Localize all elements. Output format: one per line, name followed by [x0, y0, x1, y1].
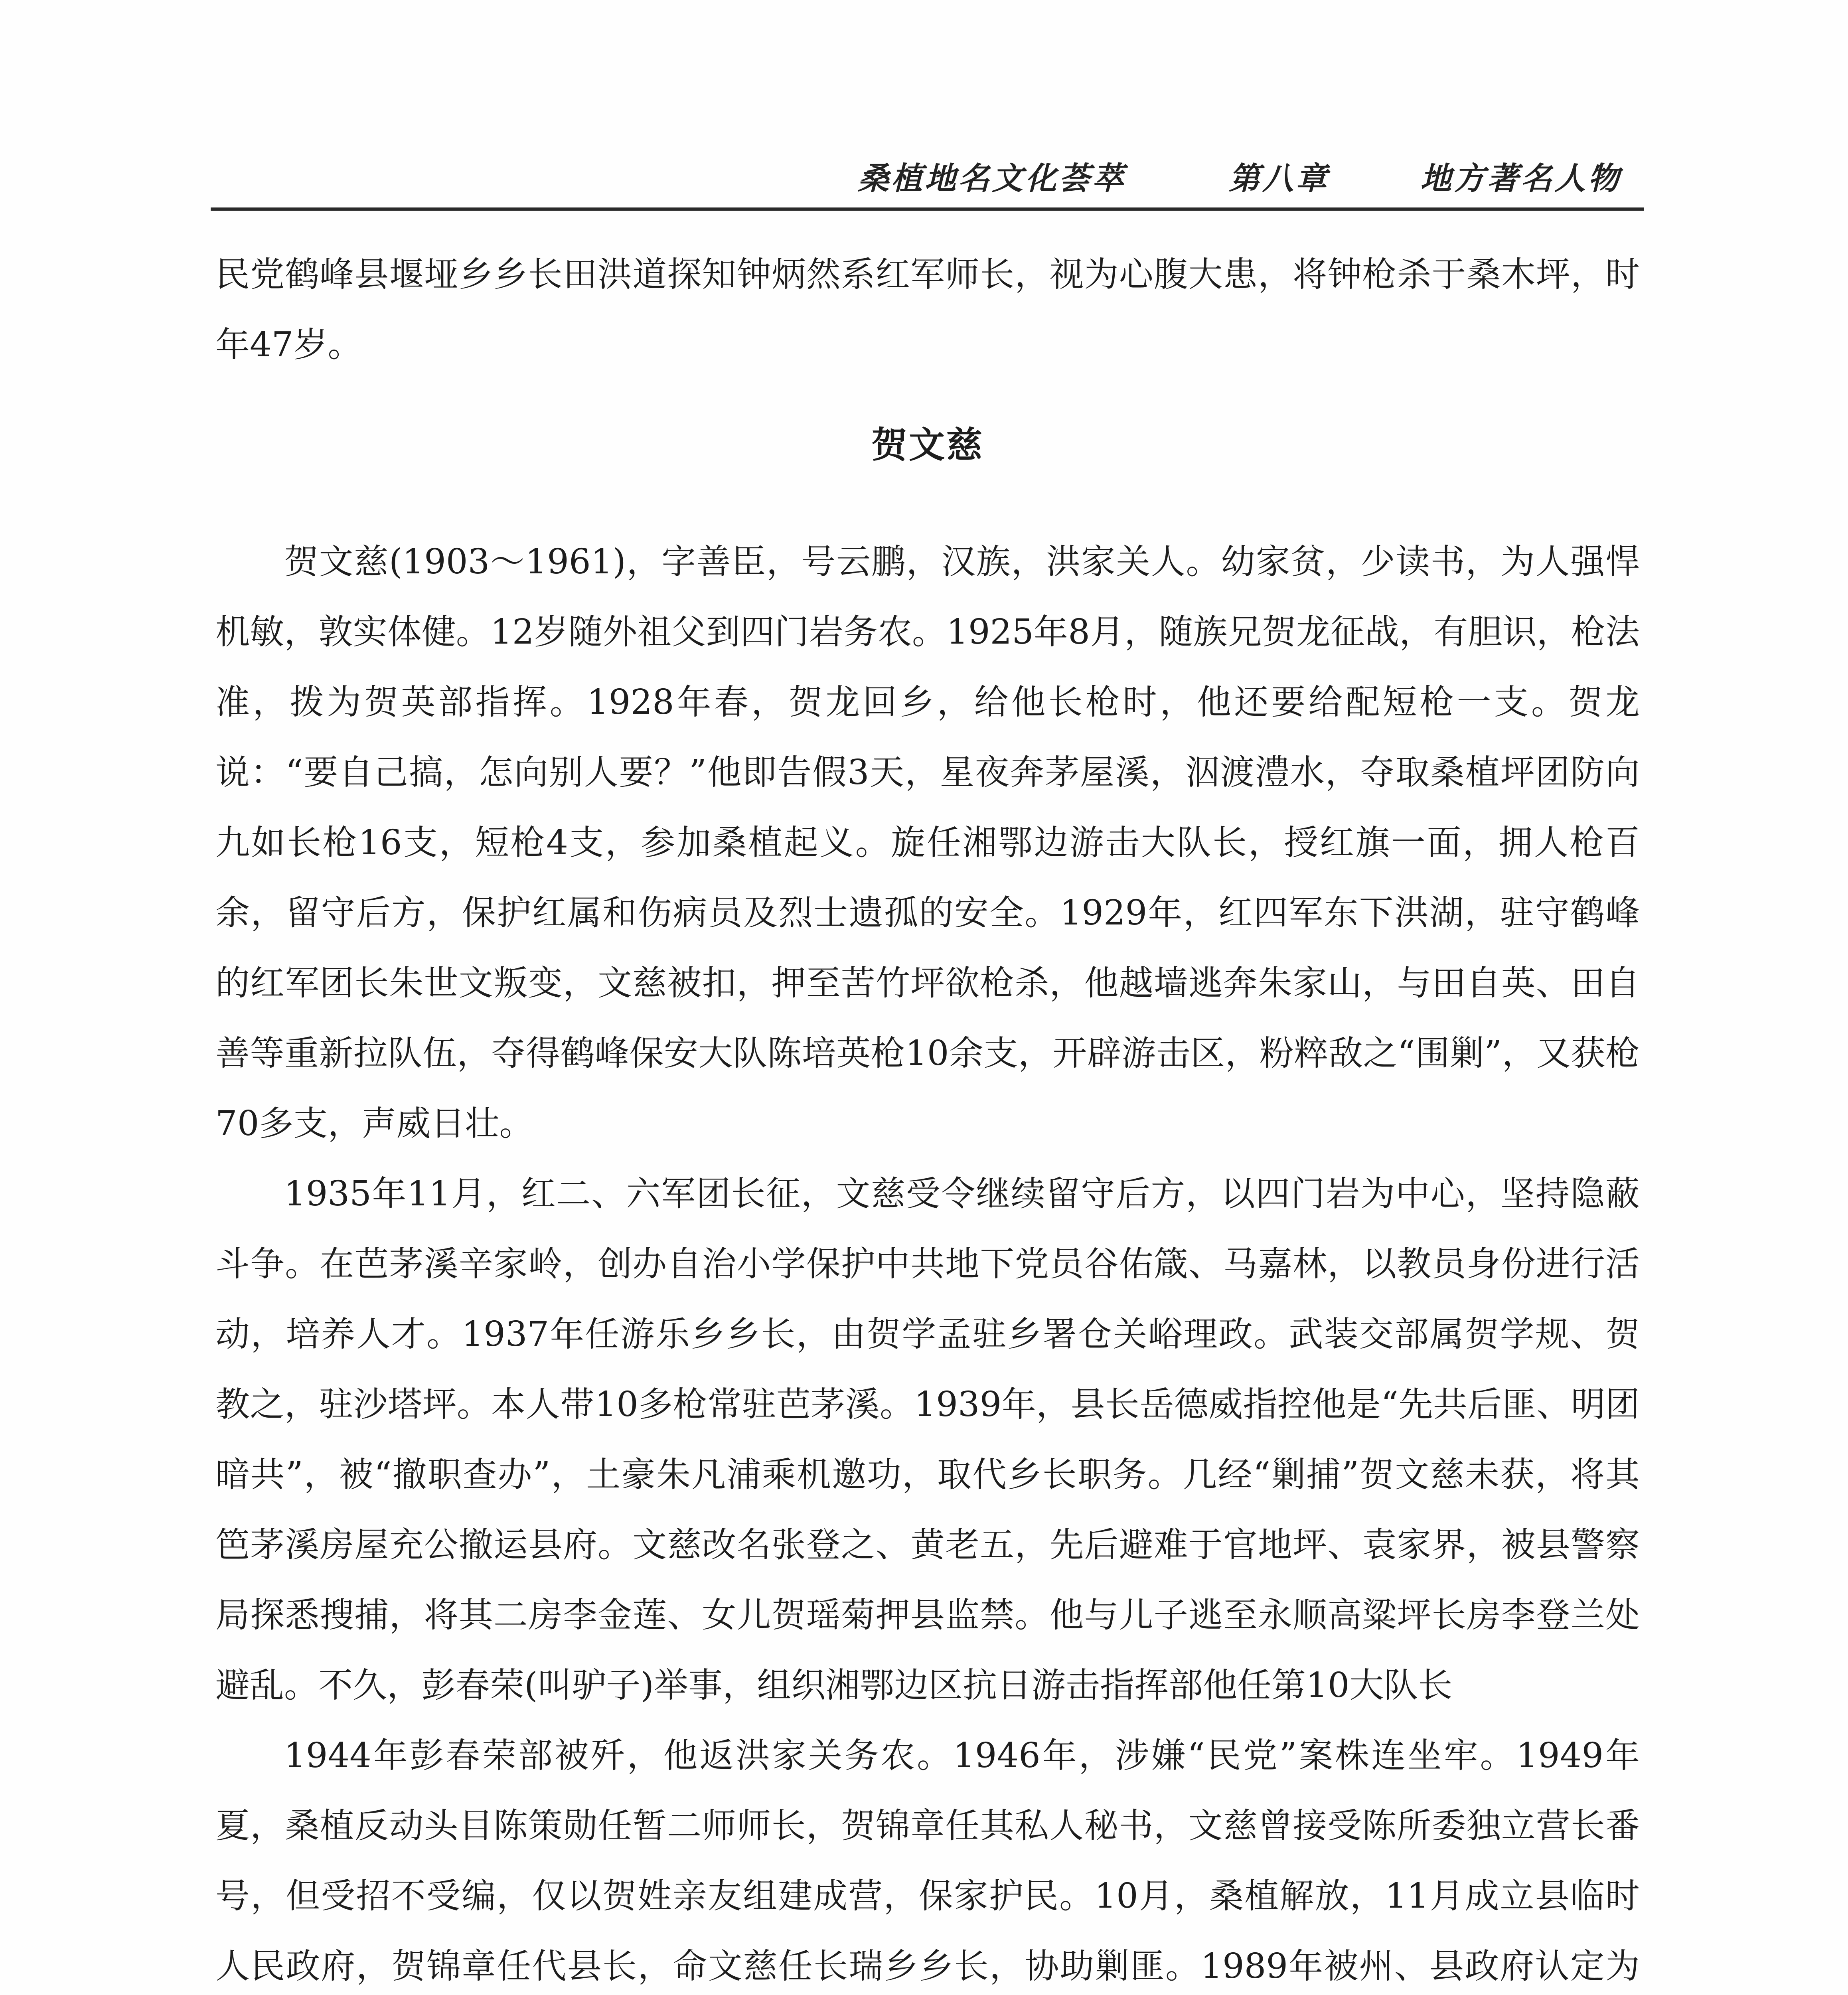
- body-text: [215, 239, 1640, 1995]
- header-chapter: 第八章: [1229, 160, 1330, 197]
- header-rule: [211, 207, 1644, 211]
- header-section: 地方著名人物: [1420, 160, 1622, 197]
- running-header: [858, 154, 1640, 201]
- continued-paragraph: 民党鹤峰县堰垭乡乡长田洪道探知钟炳然系红军师长，视为心腹大患，将钟枪杀于桑木坪，时年47岁。: [215, 255, 1640, 365]
- paragraph-1: 贺文慈(1903～1961)，字善臣，号云鹏，汉族，洪家关人。幼家贫，少读书，为人强悍机敏，敦实体健。12岁随外祖父到四门岩务农。1925年8月，随族兄贺龙征战，有胆识，枪法准，拨为贺英部指挥。1928年春，贺龙回乡，给他长枪时，他还要给配短枪一支。贺龙说：“要自己搞，怎向别人要？”他即告假3天，星夜奔茅屋溪，泅渡澧水，夺取桑植坪团防向九如长枪16支，短枪4支，参加桑植起义。旋任湘鄂边游击大队长，授红旗一面，拥人枪百余，留守后方，保护红属和伤病员及烈士遗孤的安全。1929年，红四军东下洪湖，驻守鹤峰的红军团长朱世文叛变，文慈被扣，押至苦竹坪欲枪杀，他越墙逃奔朱家山，与田自英、田自善等重新拉队伍，夺得鹤峰保安大队陈培英枪10余支，开辟游击区，粉粹敌之“围剿”，又获枪70多支，声威日壮。: [215, 542, 1640, 1144]
- header-book-title: 桑植地名文化荟萃: [858, 160, 1126, 197]
- section-title: 贺文慈: [871, 424, 984, 466]
- paragraph-2: 1935年11月，红二、六军团长征，文慈受令继续留守后方，以四门岩为中心，坚持隐蔽斗争。在芭茅溪辛家岭，创办自治小学保护中共地下党员谷佑箴、马嘉林，以教员身份进行活动，培养人才。1937年任游乐乡乡长，由贺学孟驻乡署仓关峪理政。武装交部属贺学规、贺教之，驻沙塔坪。本人带10多枪常驻芭茅溪。1939年，县长岳德威指控他是“先共后匪、明团暗共”，被“撤职查办”，土豪朱凡浦乘机邀功，取代乡长职务。几经“剿捕”贺文慈未获，将其笆茅溪房屋充公撤运县府。文慈改名张登之、黄老五，先后避难于官地坪、袁家界，被县警察局探悉搜捕，将其二房李金莲、女儿贺瑶菊押县监禁。他与儿子逃至永顺高粱坪长房李登兰处避乱。不久，彭春荣(叫驴子)举事，组织湘鄂边区抗日游击指挥部他任第10大队长: [215, 1174, 1640, 1705]
- paragraph-3: 1944年彭春荣部被歼，他返洪家关务农。1946年，涉嫌“民党”案株连坐牢。1949年夏，桑植反动头目陈策勋任暂二师师长，贺锦章任其私人秘书，文慈曾接受陈所委独立营长番号，但受招不受编，仅以贺姓亲友组建成营，保家护民。10月，桑植解放，11月成立县临时人民政府，贺锦章任代县长，命文慈任长瑞乡乡长，协助剿匪。1989年被州、县政府认定为: [215, 1736, 1640, 1986]
